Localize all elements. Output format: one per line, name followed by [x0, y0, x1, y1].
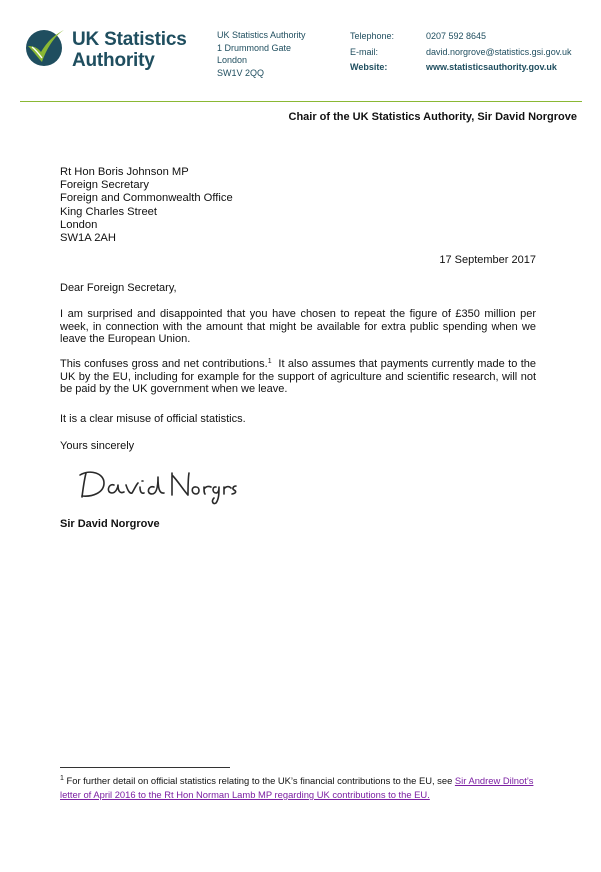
address-line: UK Statistics Authority — [217, 30, 306, 40]
sender-address — [217, 29, 306, 79]
footnote-link[interactable]: Sir Andrew Dilnot’s letter of April 2016 to the Rt Hon Norman Lamb MP regarding UK contributions to the EU. — [60, 775, 534, 800]
recipient-address — [60, 166, 233, 245]
body-paragraph-2 — [60, 358, 540, 396]
contact-values — [426, 29, 572, 76]
footnote — [60, 774, 550, 802]
footnote-marker: 1 — [60, 775, 64, 782]
recipient-line: Foreign Secretary — [60, 179, 149, 192]
closing: Yours sincerely — [60, 440, 135, 452]
logo-wordmark — [72, 29, 187, 71]
recipient-line: SW1A 2AH — [60, 232, 116, 245]
address-line: London — [217, 55, 248, 65]
uksa-logo-icon — [24, 26, 64, 68]
letter-date: 17 September 2017 — [439, 254, 536, 266]
recipient-line: Foreign and Commonwealth Office — [60, 192, 233, 205]
telephone-label: Telephone: — [350, 31, 395, 41]
body-paragraph-3: It is a clear misuse of official statistics. — [60, 413, 246, 425]
email-value[interactable]: david.norgrove@statistics.gsi.gov.uk — [426, 46, 572, 57]
salutation: Dear Foreign Secretary, — [60, 282, 177, 294]
website-link[interactable]: www.statisticsauthority.gov.uk — [426, 62, 557, 72]
recipient-line: King Charles Street — [60, 205, 158, 218]
footnote-divider — [60, 767, 230, 768]
signer-name: Sir David Norgrove — [60, 518, 160, 530]
paragraph-2-text-a: This confuses gross and net contributions. — [60, 358, 268, 370]
contact-labels — [350, 29, 394, 76]
recipient-line: Rt Hon Boris Johnson MP — [60, 166, 189, 178]
footnote-ref[interactable]: 1 — [267, 358, 272, 365]
paragraph-2-text-b: It also assumes that payments currently made to the UK by the EU, including for example for the support of agriculture and scientific research, will not be paid by the UK government when we leave. — [60, 358, 540, 396]
recipient-line: London — [60, 218, 98, 231]
footnote-text: For further detail on official statistics relating to the UK’s financial contributions to the EU, see — [63, 775, 455, 786]
address-line: 1 Drummond Gate — [217, 42, 292, 53]
telephone-value: 0207 592 8645 — [426, 31, 487, 41]
logo-line-1: UK Statistics — [72, 29, 187, 50]
logo-line-2: Authority — [72, 50, 155, 71]
email-label: E-mail: — [350, 46, 379, 57]
sender-title: Chair of the UK Statistics Authority, Sir David Norgrove — [288, 111, 577, 123]
body-paragraph-1: I am surprised and disappointed that you have chosen to repeat the figure of £350 million per week, in connection with the amount that might be available for extra public spending when we leave the European Union. — [60, 308, 536, 346]
header-divider — [20, 101, 582, 102]
address-line: SW1V 2QQ — [217, 67, 265, 78]
website-label: Website: — [350, 62, 388, 72]
handwritten-signature — [78, 463, 238, 505]
